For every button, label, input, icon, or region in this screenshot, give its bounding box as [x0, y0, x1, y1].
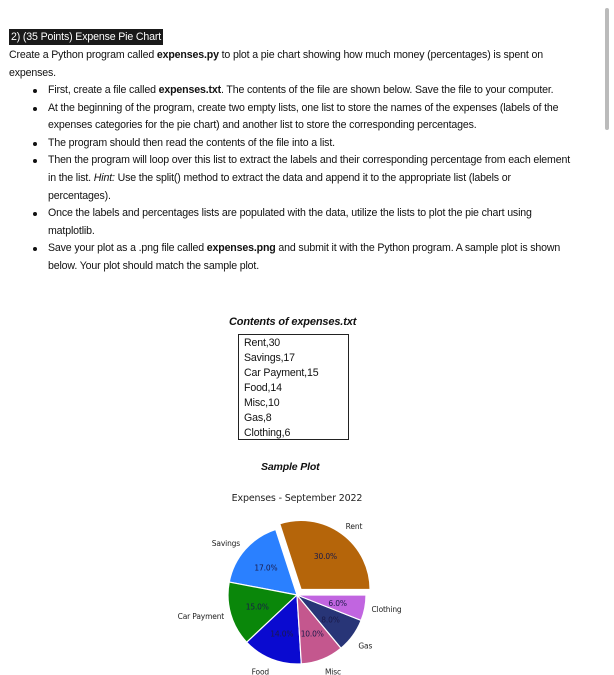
file-line: Clothing,6 [244, 427, 291, 439]
list-item: First, create a file called expenses.txt. The contents of the file are shown below. Save the file to your computer. [48, 82, 576, 100]
intro-text-end: to plot a pie chart showing how much money (percentages) is spent on expenses. [9, 49, 543, 79]
sample-plot-heading: Sample Plot [261, 461, 320, 473]
list-item: Save your plot as a .png file called expenses.png and submit it with the Python program. A sample plot is shown below. Your plot should match the sample plot. [48, 240, 576, 275]
pct-label: 8.0% [321, 615, 340, 625]
slice-label: Gas [358, 641, 373, 651]
intro-text: Create a Python program called [9, 49, 157, 61]
slice-label: Savings [211, 538, 241, 548]
file-line: Savings,17 [244, 352, 295, 364]
file-line: Rent,30 [244, 337, 281, 349]
chart-title: Expenses - September 2022 [231, 493, 363, 504]
slice-label: Food [251, 667, 270, 675]
pct-label: 10.0% [300, 629, 324, 639]
list-item: Once the labels and percentages lists are populated with the data, utilize the lists to plot the pie chart using matplotlib. [48, 205, 576, 240]
file-line: Misc,10 [244, 397, 280, 409]
list-item: Then the program will loop over this list to extract the labels and their corresponding percentage from each element in the list. Hint: Use the split() method to extract the data and append it to the appropriate list (labels or percentages). [48, 152, 576, 205]
filename-py: expenses.py [156, 49, 219, 61]
slice-label: Clothing [371, 605, 402, 615]
slice-label: Car Payment [177, 612, 225, 622]
list-item: At the beginning of the program, create two empty lists, one list to store the names of the expenses (labels of the expenses categories for the pie chart) and another list to store the corresponding percentages. [48, 100, 576, 135]
pct-label: 6.0% [328, 598, 347, 608]
file-line: Food,14 [244, 382, 282, 394]
list-item: The program should then read the contents of the file into a list. [48, 135, 576, 153]
pct-label: 17.0% [254, 563, 278, 573]
question-title: 2) (35 Points) Expense Pie Chart [11, 31, 162, 43]
scrollbar[interactable] [605, 8, 609, 130]
file-contents-heading: Contents of expenses.txt [229, 316, 357, 328]
pct-label: 15.0% [245, 602, 269, 612]
slice-label: Rent [345, 522, 363, 532]
file-line: Car Payment,15 [244, 367, 319, 379]
pct-label: 14.0% [270, 629, 294, 639]
pct-label: 30.0% [313, 551, 337, 561]
file-line: Gas,8 [244, 412, 272, 424]
slice-label: Misc [324, 667, 341, 675]
